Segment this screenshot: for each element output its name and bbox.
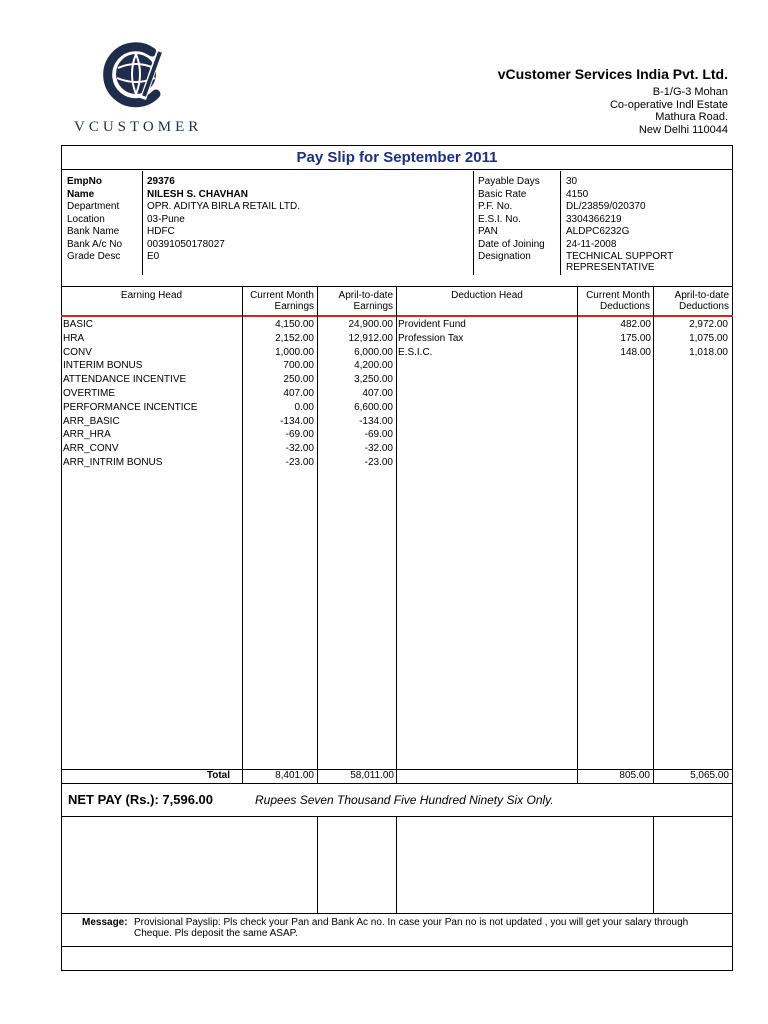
col-divider-3	[396, 286, 397, 783]
earning-ytd: 6,000.00	[354, 346, 393, 358]
earning-cm: 250.00	[283, 374, 314, 386]
table-top-rule	[61, 286, 733, 287]
table-row	[398, 346, 729, 360]
deduction-ytd: 2,972.00	[689, 319, 728, 330]
header-cm-deductions	[578, 290, 650, 312]
table-row	[63, 359, 394, 373]
totals-label: Total	[206, 770, 230, 781]
earning-head: ARR_INTRIM BONUS	[63, 456, 163, 468]
employee-info-right	[478, 176, 673, 273]
info-row	[478, 226, 673, 239]
total-ded-cm: 805.00	[619, 770, 650, 781]
earning-ytd: -69.00	[364, 429, 393, 441]
table-header-rule	[61, 315, 733, 317]
address-line: Co-operative Indl Estate	[609, 98, 728, 111]
info-label: Payable Days	[478, 176, 540, 187]
info-label: Name	[67, 188, 95, 200]
info-row	[478, 201, 673, 214]
deduction-cm: 148.00	[620, 346, 651, 358]
info-label: Grade Desc	[67, 251, 121, 262]
info-value: DL/23859/020370	[566, 201, 646, 212]
totals-bottom-rule	[61, 783, 733, 784]
header-ytd-earnings	[318, 290, 393, 312]
info-value: 24-11-2008	[566, 238, 617, 250]
info-row	[478, 251, 673, 262]
earning-head: ARR_HRA	[63, 429, 111, 441]
info-row	[478, 189, 673, 202]
earning-ytd: 4,200.00	[354, 360, 393, 372]
deduction-head: Profession Tax	[398, 332, 464, 344]
total-earn-cm: 8,401.00	[275, 770, 314, 781]
earning-head: PERFORMANCE INCENTICE	[63, 401, 198, 413]
message-top-rule	[61, 913, 733, 914]
info-label: Designation	[478, 251, 531, 262]
info-value: 4150	[566, 188, 589, 200]
table-row	[398, 318, 729, 332]
info-label: Bank Name	[67, 226, 120, 237]
info-value: 30	[566, 176, 578, 187]
info-value: TECHNICAL SUPPORT	[566, 251, 674, 262]
company-logo	[100, 38, 170, 108]
deductions-list	[398, 318, 729, 359]
info-label: PAN	[478, 226, 498, 237]
message-bottom-rule	[61, 946, 733, 947]
earning-cm: 700.00	[283, 360, 314, 372]
earning-cm: 2,152.00	[275, 332, 314, 344]
total-earn-ytd: 58,011.00	[350, 770, 394, 781]
earning-head: OVERTIME	[63, 387, 116, 399]
table-row	[398, 332, 729, 346]
info-label: P.F. No.	[478, 201, 513, 212]
info-divider-left	[142, 171, 143, 275]
table-row	[63, 318, 394, 332]
table-row	[63, 346, 394, 360]
earning-ytd: -134.00	[359, 415, 393, 427]
info-value: E0	[147, 251, 160, 262]
info-row	[67, 201, 300, 214]
header-line: Current Month	[586, 290, 650, 301]
table-row	[63, 401, 394, 415]
header-line: Deductions	[678, 301, 729, 312]
info-label: Basic Rate	[478, 188, 527, 200]
info-value: REPRESENTATIVE	[566, 262, 655, 273]
info-label: Location	[67, 213, 105, 225]
info-label: EmpNo	[67, 176, 102, 187]
earning-cm: 1,000.00	[275, 346, 314, 358]
table-row	[63, 332, 394, 346]
earning-ytd: 3,250.00	[354, 374, 393, 386]
earning-cm: 0.00	[294, 401, 314, 413]
info-row	[67, 239, 300, 252]
earning-cm: -32.00	[285, 443, 314, 455]
earning-cm: 4,150.00	[275, 319, 314, 330]
earning-ytd: 6,600.00	[354, 401, 393, 413]
net-pay	[68, 792, 213, 807]
col-divider-5	[653, 286, 654, 783]
earning-head: ARR_CONV	[63, 443, 119, 455]
address-line: Mathura Road.	[655, 111, 728, 123]
deduction-cm: 482.00	[620, 319, 651, 330]
earning-ytd: 407.00	[362, 387, 393, 399]
message-text	[134, 917, 688, 939]
info-row	[478, 214, 673, 227]
earning-head: CONV	[63, 346, 92, 358]
header-line: Earnings	[274, 301, 314, 312]
earning-ytd: -23.00	[364, 456, 393, 468]
header-cm-earnings	[243, 290, 314, 312]
info-label: Department	[67, 201, 120, 212]
address-line: New Delhi 110044	[638, 123, 728, 136]
blank-divider-1	[317, 816, 318, 913]
net-pay-words: Rupees Seven Thousand Five Hundred Ninety Six Only.	[255, 793, 554, 807]
info-value: HDFC	[147, 226, 175, 237]
earning-cm: 407.00	[283, 387, 314, 399]
earning-ytd: 24,900.00	[348, 319, 393, 330]
deduction-head: Provident Fund	[398, 319, 466, 330]
info-row	[67, 214, 300, 227]
col-divider-4	[577, 286, 578, 783]
deduction-head: E.S.I.C.	[398, 346, 433, 358]
earnings-list	[63, 318, 394, 470]
table-row	[63, 373, 394, 387]
header-line: April-to-date	[674, 290, 729, 301]
info-row	[67, 226, 300, 239]
table-row	[63, 415, 394, 429]
info-row	[478, 239, 673, 252]
total-ded-ytd: 5,065.00	[690, 770, 729, 781]
blank-divider-3	[653, 816, 654, 913]
company-name: vCustomer Services India Pvt. Ltd.	[497, 66, 728, 82]
netpay-bottom-rule	[61, 816, 733, 817]
earning-cm: -134.00	[280, 415, 314, 427]
info-row	[478, 176, 673, 189]
deduction-ytd: 1,018.00	[689, 346, 728, 358]
info-row	[478, 262, 673, 273]
message-line: Provisional Payslip: Pls check your Pan and Bank Ac no. In case your Pan no is not updated , you will get your salary through	[134, 917, 689, 928]
header-line: Earnings	[353, 301, 393, 312]
net-pay-amount: 7,596.00	[162, 792, 214, 807]
info-row	[67, 189, 300, 202]
earning-head: INTERIM BONUS	[63, 360, 143, 372]
table-row	[63, 428, 394, 442]
message-line: Cheque. Pls deposit the same ASAP.	[134, 928, 298, 939]
earning-cm: -69.00	[285, 429, 314, 441]
address-line: B-1/G-3 Mohan	[652, 86, 728, 98]
info-value: 03-Pune	[147, 213, 185, 225]
earning-ytd: -32.00	[364, 443, 393, 455]
earning-cm: -23.00	[285, 456, 314, 468]
table-row	[63, 442, 394, 456]
info-value: 3304366219	[566, 213, 622, 225]
info-label: E.S.I. No.	[478, 213, 521, 225]
earning-head: HRA	[63, 332, 85, 344]
info-value: 29376	[147, 176, 175, 187]
employee-info-left	[67, 176, 300, 264]
company-address	[498, 86, 728, 136]
table-row	[63, 456, 394, 470]
info-value: 00391050178027	[147, 238, 225, 250]
earning-head: BASIC	[63, 319, 94, 330]
net-pay-label: NET PAY (Rs.):	[68, 792, 159, 807]
message-label: Message:	[82, 917, 128, 928]
info-value: ALDPC6232G	[566, 226, 630, 237]
header-line: April-to-date	[338, 290, 393, 301]
info-label: Date of Joining	[478, 238, 545, 250]
info-label: Bank A/c No	[67, 238, 123, 250]
header-line: Deductions	[599, 301, 650, 312]
payslip-title: Pay Slip for September 2011	[61, 145, 733, 170]
header-line: Current Month	[250, 290, 314, 301]
header-ytd-deductions	[654, 290, 729, 312]
deduction-cm: 175.00	[620, 332, 651, 344]
deduction-ytd: 1,075.00	[689, 332, 728, 344]
earning-head: ATTENDANCE INCENTIVE	[63, 374, 187, 386]
header-earning-head: Earning Head	[120, 290, 183, 301]
logo-wordmark: VCUSTOMER	[74, 119, 203, 135]
info-value: NILESH S. CHAVHAN	[147, 188, 248, 200]
table-row	[63, 387, 394, 401]
info-divider-mid	[473, 171, 474, 275]
earning-ytd: 12,912.00	[348, 332, 393, 344]
info-row	[67, 176, 300, 189]
info-value: OPR. ADITYA BIRLA RETAIL LTD.	[147, 201, 301, 212]
blank-divider-2	[396, 816, 397, 913]
company-header	[498, 66, 728, 136]
info-row	[67, 251, 300, 264]
header-deduction-head: Deduction Head	[451, 290, 523, 301]
earning-head: ARR_BASIC	[63, 415, 120, 427]
